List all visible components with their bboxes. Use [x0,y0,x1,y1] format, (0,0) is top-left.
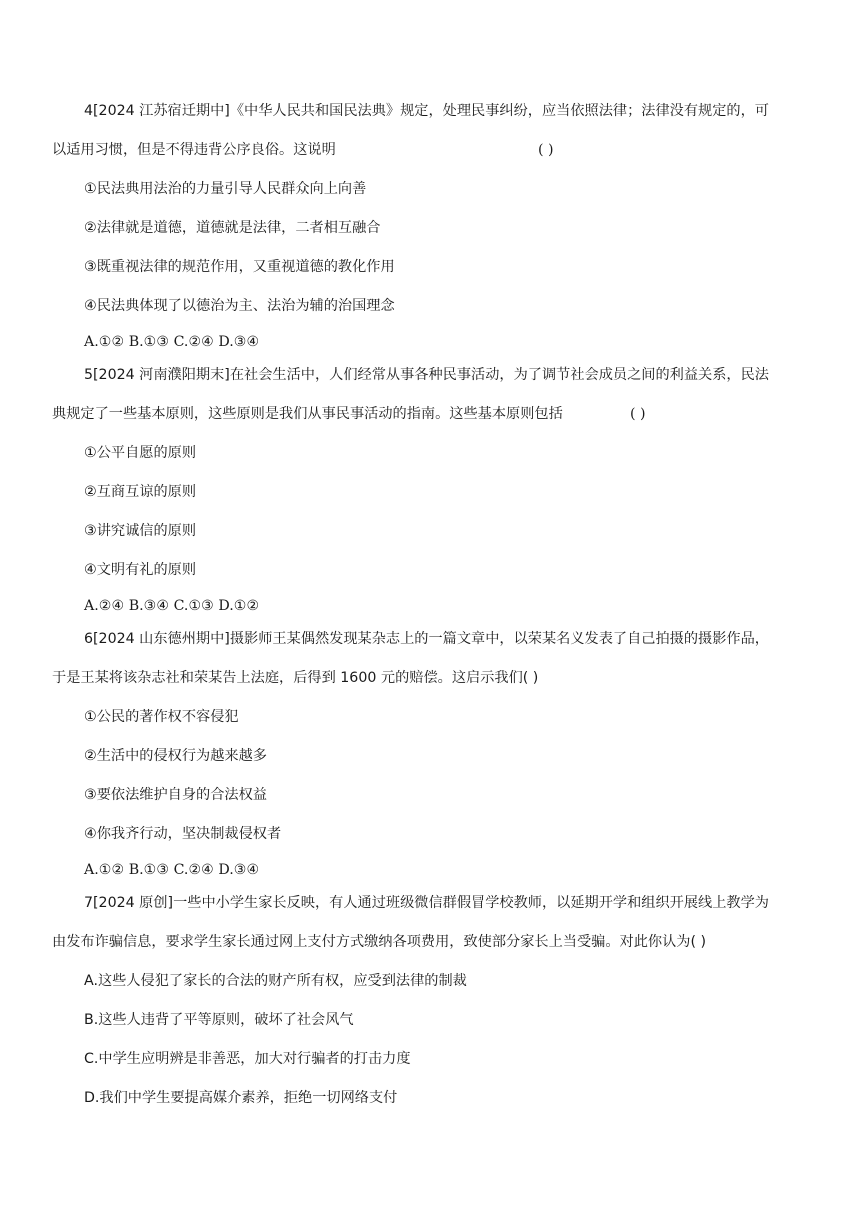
question-6-choices: A.①② B.①③ C.②④ D.③④ [84,862,260,878]
question-4-stem-line1: 4[2024 江苏宿迁期中]《中华人民共和国民法典》规定，处理民事纠纷，应当依照法律；法律没有规定的，可 [84,103,769,119]
question-5-answer-bracket: ( ) [630,406,646,422]
question-4-statement-3: ③既重视法律的规范作用，又重视道德的教化作用 [84,259,395,275]
question-6-statement-4: ④你我齐行动，坚决制裁侵权者 [84,826,282,842]
question-5-choices: A.②④ B.③④ C.①③ D.①② [84,598,260,614]
question-7-option-a: A.这些人侵犯了家长的合法的财产所有权，应受到法律的制裁 [84,973,467,989]
question-7-stem-line1: 7[2024 原创]一些中小学生家长反映，有人通过班级微信群假冒学校教师，以延期开学和组织开展线上教学为 [84,895,769,911]
question-4-statement-4: ④民法典体现了以德治为主、法治为辅的治国理念 [84,298,395,314]
question-7-stem-line2: 由发布诈骗信息，要求学生家长通过网上支付方式缴纳各项费用，致使部分家长上当受骗。对此你认为( ) [52,934,707,950]
question-4-statement-2: ②法律就是道德，道德就是法律，二者相互融合 [84,220,381,236]
question-4-stem-line2: 以适用习惯，但是不得违背公序良俗。这说明 [52,142,336,158]
question-5-statement-2: ②互商互谅的原则 [84,484,197,500]
question-6-stem-line1: 6[2024 山东德州期中]摄影师王某偶然发现某杂志上的一篇文章中，以荣某名义发表了自己拍摄的摄影作品， [84,631,769,647]
question-6-statement-2: ②生活中的侵权行为越来越多 [84,748,267,764]
question-6-statement-3: ③要依法维护自身的合法权益 [84,787,267,803]
question-7-option-c: C.中学生应明辨是非善恶，加大对行骗者的打击力度 [84,1051,411,1067]
question-5-statement-1: ①公平自愿的原则 [84,445,197,461]
question-5-statement-4: ④文明有礼的原则 [84,562,197,578]
question-7-option-d: D.我们中学生要提高媒介素养，拒绝一切网络支付 [84,1090,398,1106]
question-7-option-b: B.这些人违背了平等原则，破坏了社会风气 [84,1012,354,1028]
question-5-statement-3: ③讲究诚信的原则 [84,523,197,539]
question-4-statement-1: ①民法典用法治的力量引导人民群众向上向善 [84,181,367,197]
question-5-stem-line2: 典规定了一些基本原则，这些原则是我们从事民事活动的指南。这些基本原则包括 [52,406,563,422]
question-6-stem-line2: 于是王某将该杂志社和荣某告上法庭，后得到 1600 元的赔偿。这启示我们( ) [52,670,539,686]
question-4-answer-bracket: ( ) [538,142,554,158]
question-5-stem-line1: 5[2024 河南濮阳期末]在社会生活中，人们经常从事各种民事活动，为了调节社会成员之间的利益关系，民法 [84,367,769,383]
question-6-statement-1: ①公民的著作权不容侵犯 [84,709,239,725]
question-4-choices: A.①② B.①③ C.②④ D.③④ [84,334,260,350]
